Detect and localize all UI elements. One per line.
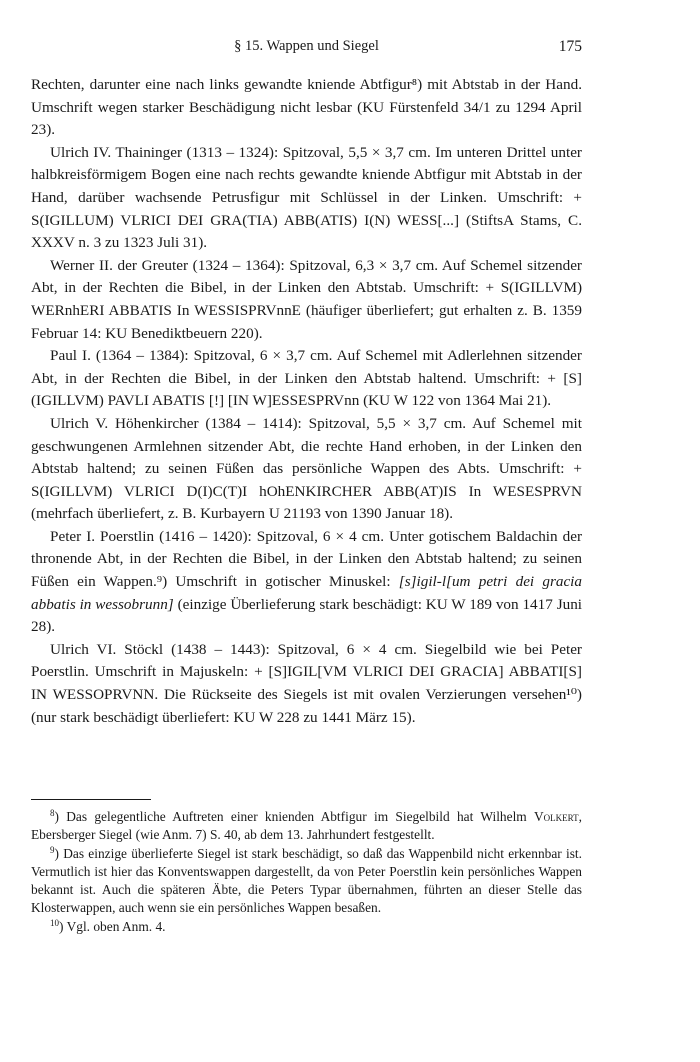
paragraph-ulrich-vi: Ulrich VI. Stöckl (1438 – 1443): Spitzoval, 6 × 4 cm. Siegelbild wie bei Peter Poerstlin. Umschrift in Majuskeln: + [S]IGIL[VM VLRICI DEI GRACIA] ABBATI[S] IN WESSOPRVNN. Die Rückseite des Siegels ist mit ovalen Verzierungen versehen¹⁰) (nur stark beschädigt überliefert: KU W 228 zu 1441 März 15). — [31, 640, 582, 726]
page-number: 175 — [558, 38, 582, 55]
footnote-9-mark: 9 — [50, 844, 55, 855]
paragraph-peter-i — [31, 526, 582, 639]
footnotes — [31, 808, 582, 936]
paragraph-paul-i: Paul I. (1364 – 1384): Spitzoval, 6 × 3,7 cm. Auf Schemel mit Adlerlehnen sitzender Abt, in der Rechten die Bibel, in der Linken den Abtstab haltend. Umschrift: + [S](IGILLVM) PAVLI ABATIS [!] [IN W]ESSESPRVnn (KU W 122 von 1364 Mai 21). — [31, 347, 582, 410]
footnote-9: $^9$) Das einzige überlieferte Siegel ist stark beschädigt, so daß das Wappenbild nicht erkennbar ist. Vermutlich ist hier das Konventswappen dargestellt, da von Peter Poerstlin kein persönliches Wappen bekannt ist. Auch die späteren Äbte, die Peters Typar übernahmen, führten an dieser Stelle das Klosterwappen, auch wenn sie ein persönliches Wappen besaßen. — [31, 844, 582, 916]
peter-i-source: (einzige Überlieferung stark beschädigt: KU W 189 von 1417 Juni 28). — [31, 595, 583, 636]
footnote-8-mark: 8 — [50, 808, 55, 818]
section-title: § 15. Wappen und Siegel — [234, 38, 379, 54]
footnote-10: $^{10}$) Vgl. oben Anm. 4. — [50, 917, 166, 934]
paragraph-werner-ii: Werner II. der Greuter (1324 – 1364): Spitzoval, 6,3 × 3,7 cm. Auf Schemel sitzender Abt, in der Rechten die Bibel, in der Linken den Abtstab. Umschrift: + S(IGILLVM) WERnhERI ABBATIS In WESSISPRVnnE (häufiger überliefert; gut erhalten z. B. 1359 Februar 14: KU Benediktbeuern 220). — [31, 256, 582, 342]
main-text — [31, 74, 582, 729]
footnote-rule — [31, 799, 151, 800]
peter-i-text: Peter I. Poerstlin (1416 – 1420): Spitzoval, 6 × 4 cm. Unter gotischem Baldachin der thronende Abt, in der Rechten die Bibel, in der Linken den Abtstab haltend; zu seinen Füßen ein Wappen.⁹) Umschrift in gotischer Minuskel: — [31, 527, 582, 591]
paragraph-continuation: Rechten, darunter eine nach links gewandte kniende Abtfigur⁸) mit Abtstab in der Hand. Umschrift wegen starker Beschädigung nicht lesbar (KU Fürstenfeld 34/1 zu 1294 April 23). — [31, 76, 582, 139]
author-name: Volkert — [534, 809, 579, 824]
paragraph-ulrich-iv: Ulrich IV. Thaininger (1313 – 1324): Spitzoval, 5,5 × 3,7 cm. Im unteren Drittel unter halbkreisförmigem Bogen eine nach rechts gewandte kniende Abtfigur mit Abtstab in der Hand, darüber wachsende Petrusfigur mit Schlüssel in der Linken. Umschrift: + S(IGILLUM) VLRICI DEI GRA(TIA) ABB(ATIS) I(N) WESS[...] (StiftsA Stams, C. XXXV n. 3 zu 1323 Juli 31). — [31, 143, 582, 252]
footnote-10-mark: 10 — [50, 917, 59, 928]
minuscule-inscription: [s]igil-l[um petri dei gracia abbatis in wessobrunn] — [31, 573, 582, 613]
paragraph-ulrich-v: Ulrich V. Höhenkircher (1384 – 1414): Spitzoval, 5,5 × 3,7 cm. Auf Schemel mit geschwungenen Armlehnen sitzender Abt, die rechte Hand erhoben, in der Linken den Abtstab haltend; zu seinen Füßen das persönliche Wappen des Abts. Umschrift: + S(IGILLVM) VLRICI D(I)C(T)I hOhENKIRCHER ABB(AT)IS In WESESPRVN (mehrfach überliefert, z. B. Kurbayern U 21193 von 1390 Januar 18). — [31, 414, 582, 523]
footnote-8: $^8$) Das gelegentliche Auftreten einer knienden Abtfigur im Siegelbild hat Wilhelm Volkert, Ebersberger Siegel (wie Anm. 7) S. 40, ab dem 13. Jahrhundert festgestellt. — [31, 808, 582, 843]
